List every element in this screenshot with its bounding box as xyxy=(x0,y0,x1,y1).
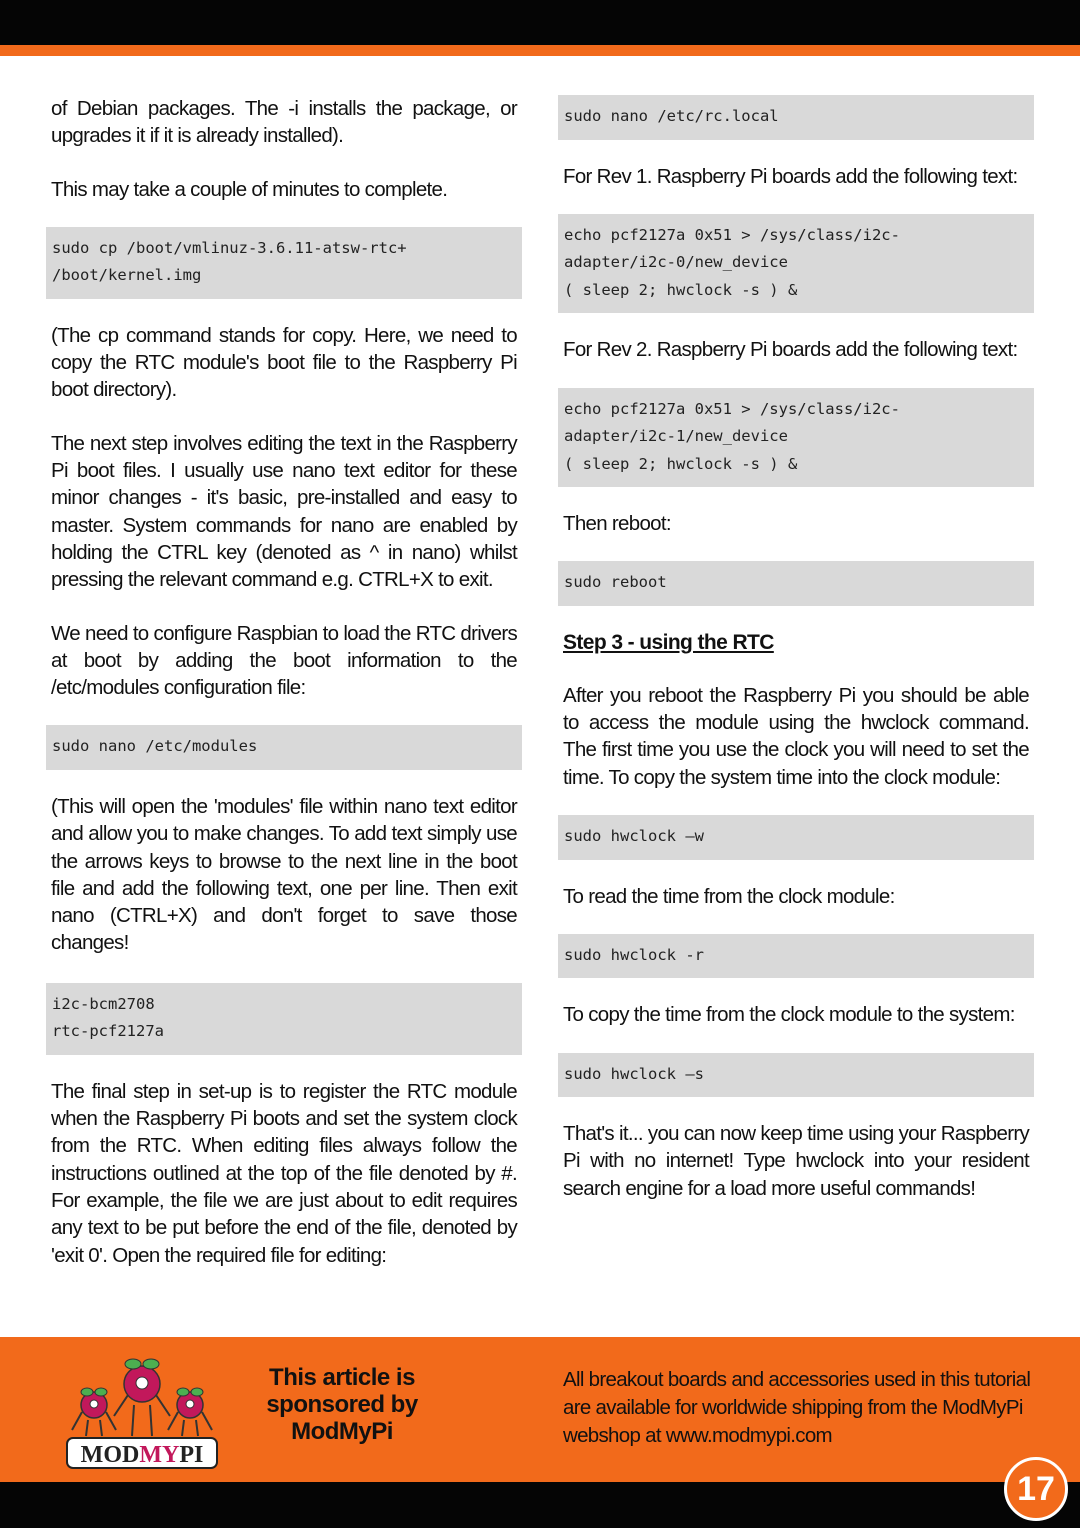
code-block xyxy=(46,725,522,770)
paragraph: After you reboot the Raspberry Pi you should be able to access the module using the hwclock command. The first time you use the clock you will need to set the time. To copy the system time into the clock module: xyxy=(563,683,1029,789)
paragraph: To copy the time from the clock module to the system: xyxy=(563,1003,1015,1027)
code-block xyxy=(46,227,522,299)
code-line: adapter/i2c-1/new_device xyxy=(564,427,788,446)
sponsor-line: ModMyPi xyxy=(291,1418,393,1445)
paragraph: (The cp command stands for copy. Here, we need to copy the RTC module's boot file to the Raspberry Pi boot directory). xyxy=(51,323,517,402)
top-bar xyxy=(0,0,1080,45)
code-block xyxy=(558,95,1034,140)
paragraph: For Rev 1. Raspberry Pi boards add the following text: xyxy=(563,164,1018,188)
paragraph: The next step involves editing the text in the Raspberry Pi boot files. I usually use nano text editor for these minor changes - it's basic, pre-installed and easy to master. System commands for nano are enabled by holding the CTRL key (denoted as ^ in nano) whilst pressing the relevant command e.g. CTRL+X to exit. xyxy=(51,431,517,592)
sponsor-line: sponsored by xyxy=(266,1391,418,1418)
paragraph: For Rev 2. Raspberry Pi boards add the following text: xyxy=(563,338,1018,362)
robot-middle-icon xyxy=(114,1359,170,1436)
paragraph: The final step in set-up is to register the RTC module when the Raspberry Pi boots and set the system clock from the RTC. When editing files always follow the instructions outlined at the top of the file denoted by #. For example, the file we are just about to edit requires any text to be put before the end of the file, denoted by 'exit 0'. Open the required file for editing: xyxy=(51,1079,517,1267)
bottom-bar xyxy=(0,1482,1080,1528)
logo-wordmark: MODMYPI xyxy=(80,1442,204,1468)
code-block xyxy=(558,561,1034,606)
paragraph: Then reboot: xyxy=(563,512,671,536)
paragraph: We need to configure Raspbian to load the RTC drivers at boot by adding the boot information to the /etc/modules configuration file: xyxy=(51,621,517,700)
code-block xyxy=(558,934,1034,979)
shipping-note: All breakout boards and accessories used in this tutorial are available for worldwide shipping from the ModMyPi webshop at www.modmypi.com xyxy=(563,1368,1031,1447)
sponsor-text xyxy=(246,1364,438,1445)
right-column xyxy=(558,95,1034,1228)
code-line: sudo hwclock –s xyxy=(564,1064,704,1083)
code-line: adapter/i2c-0/new_device xyxy=(564,253,788,272)
code-block xyxy=(558,214,1034,314)
paragraph: To read the time from the clock module: xyxy=(563,884,895,908)
code-block xyxy=(558,388,1034,488)
code-block xyxy=(558,1053,1034,1098)
modmypi-logo xyxy=(62,1350,222,1472)
sponsor-line: This article is xyxy=(269,1364,415,1391)
robot-left-icon xyxy=(72,1388,116,1436)
paragraph: of Debian packages. The -i installs the package, or upgrades it if it is already installed). xyxy=(51,97,517,148)
code-block xyxy=(46,983,522,1055)
robot-right-icon xyxy=(168,1388,212,1436)
code-line: sudo nano /etc/modules xyxy=(52,737,258,756)
code-line: ( sleep 2; hwclock -s ) & xyxy=(564,280,798,299)
code-line: echo pcf2127a 0x51 > /sys/class/i2c- xyxy=(564,399,900,418)
code-line: i2c-bcm2708 xyxy=(52,994,155,1013)
code-block xyxy=(558,815,1034,860)
code-line: rtc-pcf2127a xyxy=(52,1022,164,1041)
section-heading: Step 3 - using the RTC xyxy=(563,630,774,654)
paragraph: (This will open the 'modules' file within nano text editor and allow you to make changes. To add text simply use the arrows keys to browse to the next line in the boot file and add the following text, one per line. Then exit nano (CTRL+X) and don't forget to save those changes! xyxy=(51,794,517,955)
top-accent-stripe xyxy=(0,45,1080,56)
page-number: 17 xyxy=(1004,1457,1068,1521)
code-line: sudo hwclock -r xyxy=(564,945,704,964)
code-line: echo pcf2127a 0x51 > /sys/class/i2c- xyxy=(564,225,900,244)
paragraph: This may take a couple of minutes to complete. xyxy=(51,177,448,201)
left-column xyxy=(46,95,522,1295)
code-line: /boot/kernel.img xyxy=(52,266,202,285)
paragraph: That's it... you can now keep time using your Raspberry Pi with no internet! Type hwclock into your resident search engine for a load more useful commands! xyxy=(563,1122,1029,1200)
code-line: sudo nano /etc/rc.local xyxy=(564,107,779,125)
code-line: sudo reboot xyxy=(564,573,667,592)
code-line: sudo hwclock –w xyxy=(564,827,704,846)
code-line: sudo cp /boot/vmlinuz-3.6.11-atsw-rtc+ xyxy=(52,238,407,257)
code-line: ( sleep 2; hwclock -s ) & xyxy=(564,454,798,473)
